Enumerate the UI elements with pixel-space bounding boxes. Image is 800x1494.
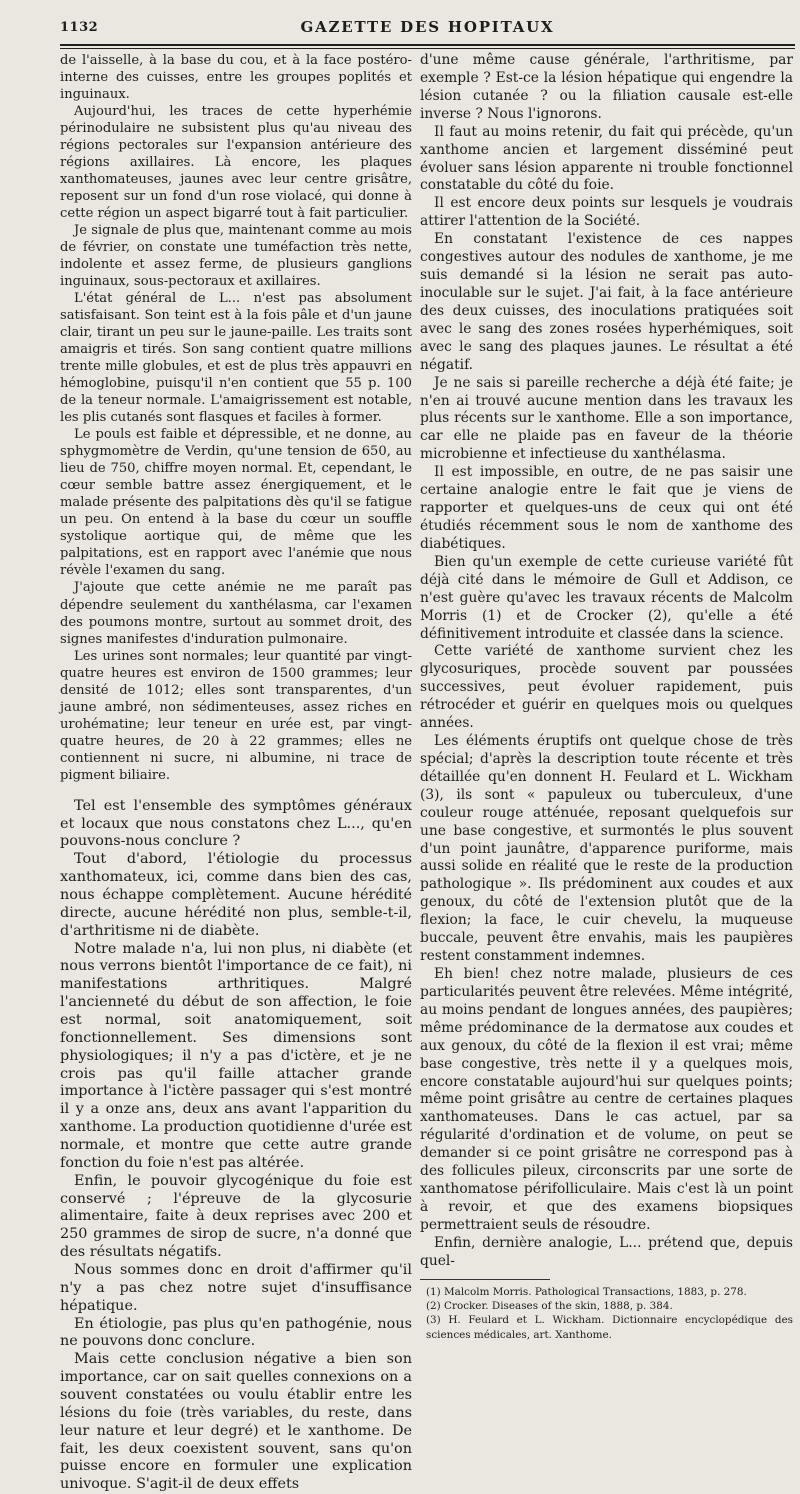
discussion <box>60 798 412 1494</box>
running-title: GAZETTE DES HOPITAUX <box>300 18 555 36</box>
paragraph: Je ne sais si pareille recherche a déjà été faite; je n'en ai trouvé aucune mention dans les travaux les plus récents sur le xanthome. Elle a son importance, car elle ne plaide pas en faveur de la théorie microbienne et infectieuse du xanthélasma. <box>420 374 793 463</box>
case-observation <box>60 52 412 784</box>
footnote: (2) Crocker. Diseases of the skin, 1888, p. 384. <box>426 1300 673 1313</box>
paragraph: d'une même cause générale, l'arthritisme, par exemple ? Est-ce la lésion hépatique qui engendre la lésion cutanée ? ou la filiation causale est-elle inverse ? Nous l'ignorons. <box>420 52 793 122</box>
paragraph: Nous sommes donc en droit d'affirmer qu'il n'y a pas chez notre sujet d'insuffisance hépatique. <box>60 1262 412 1314</box>
paragraph: Il faut au moins retenir, du fait qui précède, qu'un xanthome ancien et largement disséminé peut évoluer sans lésion apparente ni trouble fonctionnel constatable du côté du foie. <box>420 123 793 194</box>
left-column <box>60 52 412 1493</box>
right-column <box>420 52 793 1341</box>
paragraph: Tel est l'ensemble des symptômes généraux et locaux que nous constatons chez L..., qu'en pouvons-nous conclure ? <box>60 797 412 850</box>
footnote-rule <box>420 1279 550 1280</box>
page-number: 1132 <box>60 20 99 35</box>
header-rule <box>60 44 795 46</box>
paragraph: Bien qu'un exemple de cette curieuse variété fût déjà cité dans le mémoire de Gull et Addison, ce n'est guère qu'avec les travaux récents de Malcolm Morris (1) et de Crocker (2), qu'elle a été définitivement introduite et classée dans la science. <box>420 553 793 642</box>
paragraph: Je signale de plus que, maintenant comme au mois de février, on constate une tuméfaction très nette, indolente et assez ferme, de plusieurs ganglions inguinaux, sous-pectoraux et axillaires. <box>60 223 412 290</box>
header-rule-thin <box>60 48 795 49</box>
paragraph: Le pouls est faible et dépressible, et ne donne, au sphygmomètre de Verdin, qu'une tension de 650, au lieu de 750, chiffre moyen normal. Et, cependant, le cœur semble battre assez énergiquement, et le malade présente des palpitations dès qu'il se fatigue un peu. On entend à la base du cœur un souffle systolique aortique qui, de même que les palpitations, est en rapport avec l'anémie que nous révèle l'examen du sang. <box>60 427 412 579</box>
paragraph: Eh bien! chez notre malade, plusieurs de ces particularités peuvent être relevées. Même intégrité, au moins pendant de longues années, des paupières; même prédominance de la dermatose aux coudes et aux genoux, du côté de la flexion il est vrai; même base congestive, très nette il y a quelques mois, encore constatable aujourd'hui sur quelques points; même point grisâtre au centre de certaines plaques xanthomateuses. Dans le cas actuel, par sa régularité d'ordination et de volume, on peut se demander si ce point grisâtre ne correspond pas à des follicules pileux, circonscrits par une sorte de xanthomatose périfolliculaire. Mais c'est là un point à revoir, et que des examens biopsiques permettraient seuls de résoudre. <box>420 966 793 1233</box>
continued-discussion <box>420 52 793 1271</box>
footnote: (1) Malcolm Morris. Pathological Transactions, 1883, p. 278. <box>426 1285 747 1298</box>
paragraph: Les éléments éruptifs ont quelque chose de très spécial; d'après la description toute récente et très détaillée qu'en donnent H. Feulard et L. Wickham (3), ils sont « papuleux ou tuberculeux, d'une couleur rouge atténuée, reposant quelquefois sur une base congestive, et surmontés le plus souvent d'un point jaunâtre, d'apparence puriforme, mais aussi solide en réalité que le reste de la production pathologique ». Ils prédominent aux coudes et aux genoux, du côté de l'extension plutôt que de la flexion; la face, le cuir chevelu, la muqueuse buccale, peuvent être envahis, mais les paupières restent constamment indemnes. <box>420 733 793 965</box>
paragraph: Il est impossible, en outre, de ne pas saisir une certaine analogie entre le fait que je viens de rapporter et quelques-uns de ceux qui ont été étudiés récemment sous le nom de xanthome des diabétiques. <box>420 464 793 552</box>
paragraph: Enfin, dernière analogie, L... prétend que, depuis quel- <box>420 1234 793 1269</box>
paragraph: Aujourd'hui, les traces de cette hyperhémie périnodulaire ne subsistent plus qu'au niveau des régions pectorales sur l'expansion antérieure des régions axillaires. Là encore, les plaques xanthomateuses, jaunes avec leur centre grisâtre, reposent sur un fond d'un rose violacé, qui donne à cette région un aspect bigarré tout à fait particulier. <box>60 104 412 222</box>
paragraph: En constatant l'existence de ces nappes congestives autour des nodules de xanthome, je me suis demandé si la lésion ne serait pas auto-inoculable sur le sujet. J'ai fait, à la face antérieure des deux cuisses, des inoculations pratiquées soit avec le sang des zones rosées hyperhémiques, soit avec le sang des plaques jaunes. Le résultat a été négatif. <box>420 231 793 373</box>
paragraph: Enfin, le pouvoir glycogénique du foie est conservé ; l'épreuve de la glycosurie alimentaire, faite à deux reprises avec 200 et 250 grammes de sirop de sucre, n'a donné que des résultats négatifs. <box>60 1172 412 1261</box>
paragraph: J'ajoute que cette anémie ne me paraît pas dépendre seulement du xanthélasma, car l'examen des poumons montre, surtout au sommet droit, des signes manifestes d'induration pulmonaire. <box>60 580 412 647</box>
paragraph: L'état général de L... n'est pas absolument satisfaisant. Son teint est à la fois pâle et d'un jaune clair, tirant un peu sur le jaune-paille. Les traits sont amaigris et tirés. Son sang contient quatre millions trente mille globules, et est de plus très appauvri en hémoglobine, puisqu'il n'en contient que 55 p. 100 de la teneur normale. L'amaigrissement est notable, les plis cutanés sont flasques et faciles à former. <box>60 291 412 426</box>
paragraph: Il est encore deux points sur lesquels je voudrais attirer l'attention de la Société. <box>420 195 793 230</box>
page-header <box>60 16 795 42</box>
paragraph: En étiologie, pas plus qu'en pathogénie, nous ne pouvons donc conclure. <box>60 1315 412 1350</box>
footnote: (3) H. Feulard et L. Wickham. Dictionnaire encyclopédique des sciences médicales, art. Xanthome. <box>426 1314 793 1341</box>
paragraph: de l'aisselle, à la base du cou, et à la face postéro-interne des cuisses, entre les groupes poplités et inguinaux. <box>60 53 412 103</box>
paragraph: Les urines sont normales; leur quantité par vingt-quatre heures est environ de 1500 grammes; leur densité de 1012; elles sont transparentes, d'un jaune ambré, non sédimenteuses, assez riches en urohématine; leur teneur en urée est, par vingt-quatre heures, de 20 à 22 grammes; elles ne contiennent ni sucre, ni albumine, ni trace de pigment biliaire. <box>60 648 412 783</box>
paragraph: Notre malade n'a, lui non plus, ni diabète (et nous verrons bientôt l'importance de ce fait), ni manifestations arthritiques. Malgré l'ancienneté du début de son affection, le foie est normal, soit anatomiquement, soit fonctionnellement. Ses dimensions sont physiologiques; il n'y a pas d'ictère, et je ne crois pas qu'il faille attacher grande importance à l'ictère passager qui s'est montré il y a onze ans, deux ans avant l'apparition du xanthome. La production quotidienne d'urée est normale, et montre que cette autre grande fonction du foie n'est pas altérée. <box>60 940 412 1171</box>
paragraph: Mais cette conclusion négative a bien son importance, car on sait quelles connexions on a souvent constatées ou voulu établir entre les lésions du foie (très variables, du reste, dans leur nature et leur degré) et le xanthome. De fait, les deux coexistent souvent, sans qu'on puisse encore en formuler une explication univoque. S'agit-il de deux effets <box>60 1351 412 1493</box>
footnotes <box>420 1285 793 1342</box>
paragraph: Cette variété de xanthome survient chez les glycosuriques, procède souvent par poussées successives, peut évoluer rapidement, puis rétrocéder et guérir en quelques mois ou quelques années. <box>420 643 793 732</box>
paragraph: Tout d'abord, l'étiologie du processus xanthomateux, ici, comme dans bien des cas, nous échappe complètement. Aucune hérédité directe, aucune hérédité non plus, semble-t-il, d'arthritisme ni de diabète. <box>60 851 412 939</box>
